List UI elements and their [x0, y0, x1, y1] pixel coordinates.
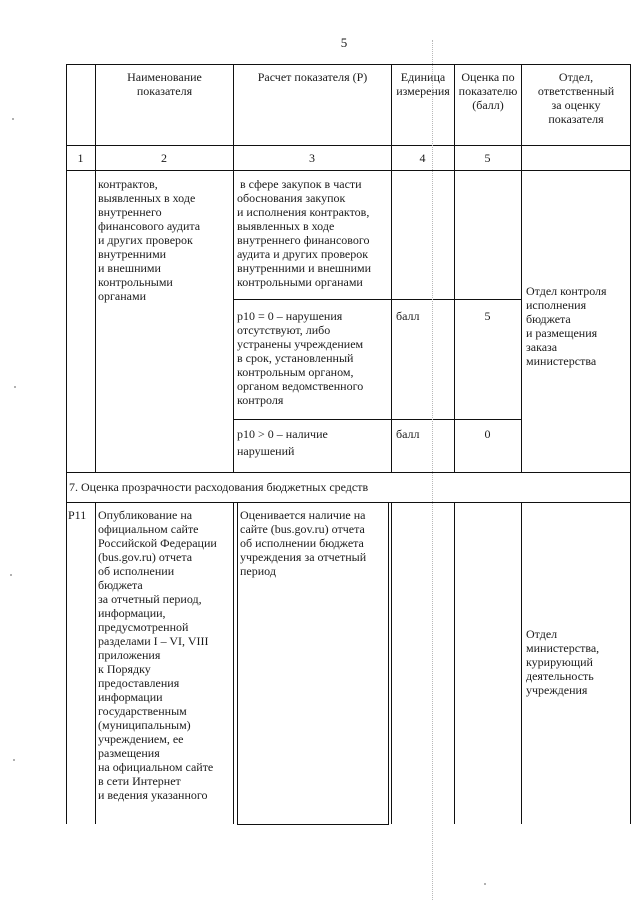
- scan-speck: [484, 883, 486, 885]
- scan-fold-line: [432, 40, 433, 900]
- p11-name: Опубликование на официальном сайте Российской Федерации (bus.gov.ru) отчета об исполнении бюджета за отчетный период, информации, предусмотренной разделами I – VI, VIII приложения к Порядку предоставления информации государственным (муниципальным) учреждением, ее размещения на официальном сайте в сети Интернет и ведения указанного: [98, 508, 217, 802]
- p11-calc: Оценивается наличие на сайте (bus.gov.ru) отчета об исполнении бюджета учреждения за отчетный период: [240, 508, 367, 578]
- scan-speck: [10, 574, 12, 576]
- p10-calc-case1: p10 = 0 – нарушения отсутствуют, либо устранены учреждением в срок, установленный контрольным органом, органом ведомственного контроля: [237, 309, 364, 407]
- page-number: 5: [340, 35, 348, 50]
- col-number-4: 4: [419, 151, 426, 165]
- col-number-3: 3: [309, 151, 315, 165]
- section-7-title: 7. Оценка прозрачности расходования бюджетных средств: [69, 480, 369, 494]
- p10-unit2: балл: [396, 427, 420, 441]
- scan-speck: [12, 118, 14, 120]
- p10-calc-case2: p10 > 0 – наличие нарушений: [237, 427, 328, 458]
- header-name: Наименование показателя: [127, 70, 202, 98]
- p10-calc-intro: в сфере закупок в части обоснования закупок и исполнения контрактов, выявленных в ходе внутреннего финансового аудита и других проверок внутренними и внешними контрольными органами: [237, 177, 372, 289]
- scan-speck: [14, 386, 16, 388]
- header-unit: Единица измерения: [396, 70, 450, 98]
- scan-speck: [13, 759, 15, 761]
- p11-id: P11: [68, 508, 87, 522]
- p10-score1: 5: [484, 309, 491, 323]
- p11-responsible-dept: Отдел министерства, курирующий деятельность учреждения: [526, 627, 600, 697]
- p10-score2: 0: [484, 427, 491, 441]
- header-calc: Расчет показателя (P): [257, 70, 368, 84]
- p10-unit1: балл: [396, 309, 420, 323]
- col-number-2: 2: [161, 151, 167, 165]
- header-dept: Отдел, ответственный за оценку показателя: [537, 70, 615, 126]
- header-score: Оценка по показателю (балл): [458, 70, 518, 112]
- col-number-5: 5: [484, 151, 491, 165]
- col-number-1: 1: [77, 151, 84, 165]
- p10-responsible-dept: Отдел контроля исполнения бюджета и размещения заказа министерства: [526, 284, 607, 368]
- p10-name: контрактов, выявленных в ходе внутреннего финансового аудита и других проверок внутренними и внешними контрольными органами: [98, 177, 201, 303]
